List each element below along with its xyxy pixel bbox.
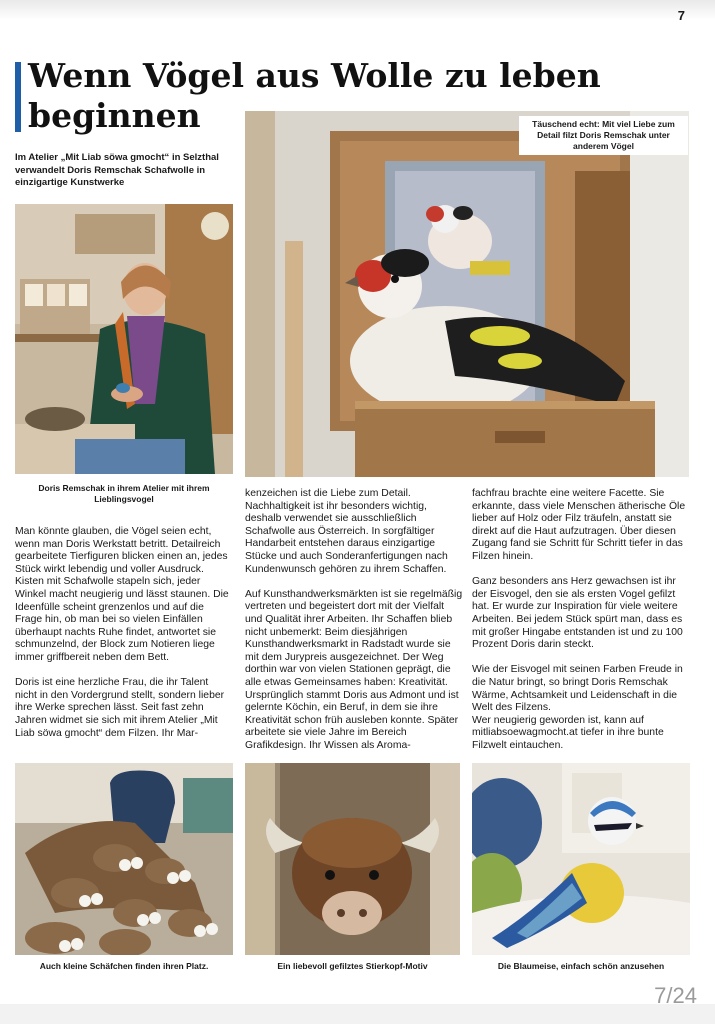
hero-photo <box>245 111 689 477</box>
bluetit-photo <box>472 763 690 955</box>
paragraph: Wie der Eisvogel mit seinen Farben Freude in die Natur bringt, so bringt Doris Remschak Wärme, Achtsamkeit und Leidenschaft in die Welt des Filzens. <box>472 664 683 714</box>
title-accent-bar <box>15 62 21 132</box>
bluetit-caption: Die Blaumeise, einfach schön anzusehen <box>472 958 690 975</box>
paragraph: Wer neugierig geworden ist, kann auf mitliabsoewagmocht.at tiefer in ihre bunte Filzwelt eintauchen. <box>472 714 664 751</box>
title-line-2: beginnen <box>28 96 201 135</box>
bottom-bar <box>0 1004 715 1024</box>
hero-caption: Täuschend echt: Mit viel Liebe zum Detail filzt Doris Remschak unter anderem Vögel <box>519 116 688 155</box>
paragraph: Man könnte glauben, die Vögel seien echt, wenn man Doris Werkstatt betritt. Detailreich gearbeitete Tierfiguren blicken einen an, jedes Stück wirkt lebendig und voller Ausdruck. Kisten mit Schafwolle stapeln sich, jeder Winkel macht neugierig und lässt staunen. Die Ideenfülle scheint grenzenlos und auf die Frage hin, ob man bei so vielen Einfällen überhaupt nachts Ruhe findet, antwortet sie schmunzelnd, der Block zum Notieren liege immer griffbereit neben dem Bett. <box>15 526 229 663</box>
title-line-1: Wenn Vögel aus Wolle zu leben <box>28 56 601 95</box>
paragraph: Doris ist eine herzliche Frau, die ihr Talent nicht in den Vordergrund stellt, sondern lieber ihre Werke sprechen lässt. Seit fast zehn Jahren widmet sie sich mit ihrem Atelier „Mit Liab söwa gmocht“ dem Filzen. Ihr Mar- <box>15 677 225 739</box>
column-3 <box>472 488 690 752</box>
paragraph: kenzeichen ist die Liebe zum Detail. Nachhaltigkeit ist ihr besonders wichtig, deshalb verwendet sie ausschließlich Schafwolle aus Österreich. In sorgfältiger Handarbeit entstehen daraus einzigartige Stücke und auch Sonderanfertigungen nach Kundenwunsch gehören zu ihrem Schaffen. <box>245 488 448 575</box>
paragraph: Ganz besonders ans Herz gewachsen ist ihr der Eisvogel, den sie als ersten Vogel gefilzt hat. Er wurde zur Inspiration für viele weitere Arbeiten. Bei jedem Stück spürt man, dass es mit großer Hingabe entstanden ist und zu 100 Prozent Doris darin steckt. <box>472 576 683 651</box>
column-1 <box>15 526 233 740</box>
bull-photo <box>245 763 460 955</box>
portrait-photo <box>15 204 233 474</box>
paragraph: fachfrau brachte eine weitere Facette. Sie erkannte, dass viele Menschen ätherische Öle lieber auf Holz oder Filz träufeln, anstatt sie direkt auf die Haut aufzutragen. Über diesen Zugang fand sie Schritt für Schritt tiefer in das Filzen hinein. <box>472 488 686 562</box>
top-shade <box>0 0 715 20</box>
portrait-caption: Doris Remschak in ihrem Atelier mit ihrem Lieblingsvogel <box>15 480 233 508</box>
page-number: 7 <box>677 8 685 23</box>
article-lead: Im Atelier „Mit Liab söwa gmocht“ in Selzthal verwandelt Doris Remschak Schafwolle in einzigartige Kunstwerke <box>15 152 219 188</box>
page-indicator: 7/24 <box>654 983 697 1008</box>
paragraph: Auf Kunsthandwerksmärkten ist sie regelmäßig vertreten und begeistert dort mit der Vielfalt und Qualität ihrer Arbeiten. Ihr Schaffen blieb nicht unbemerkt: Beim diesjährigen Kunsthandwerksmarkt in Radstadt wurde sie mit dem Jurypreis ausgezeichnet. Der Weg dorthin war von vielen Stationen geprägt, die alle etwas Gemeinsames haben: Kreativität. Ursprünglich stammt Doris aus Admont und ist gelernte Köchin, ein Beruf, in dem sie ihre Kreativität schon früh ausleben konnte. Später arbeitete sie viele Jahre im Bereich Grafikdesign. Ihr Wissen als Aroma- <box>245 588 463 751</box>
sheep-caption: Auch kleine Schäfchen finden ihren Platz. <box>15 958 233 975</box>
bull-caption: Ein liebevoll gefilztes Stierkopf-Motiv <box>245 958 460 975</box>
column-2 <box>245 488 463 752</box>
sheep-photo <box>15 763 233 955</box>
